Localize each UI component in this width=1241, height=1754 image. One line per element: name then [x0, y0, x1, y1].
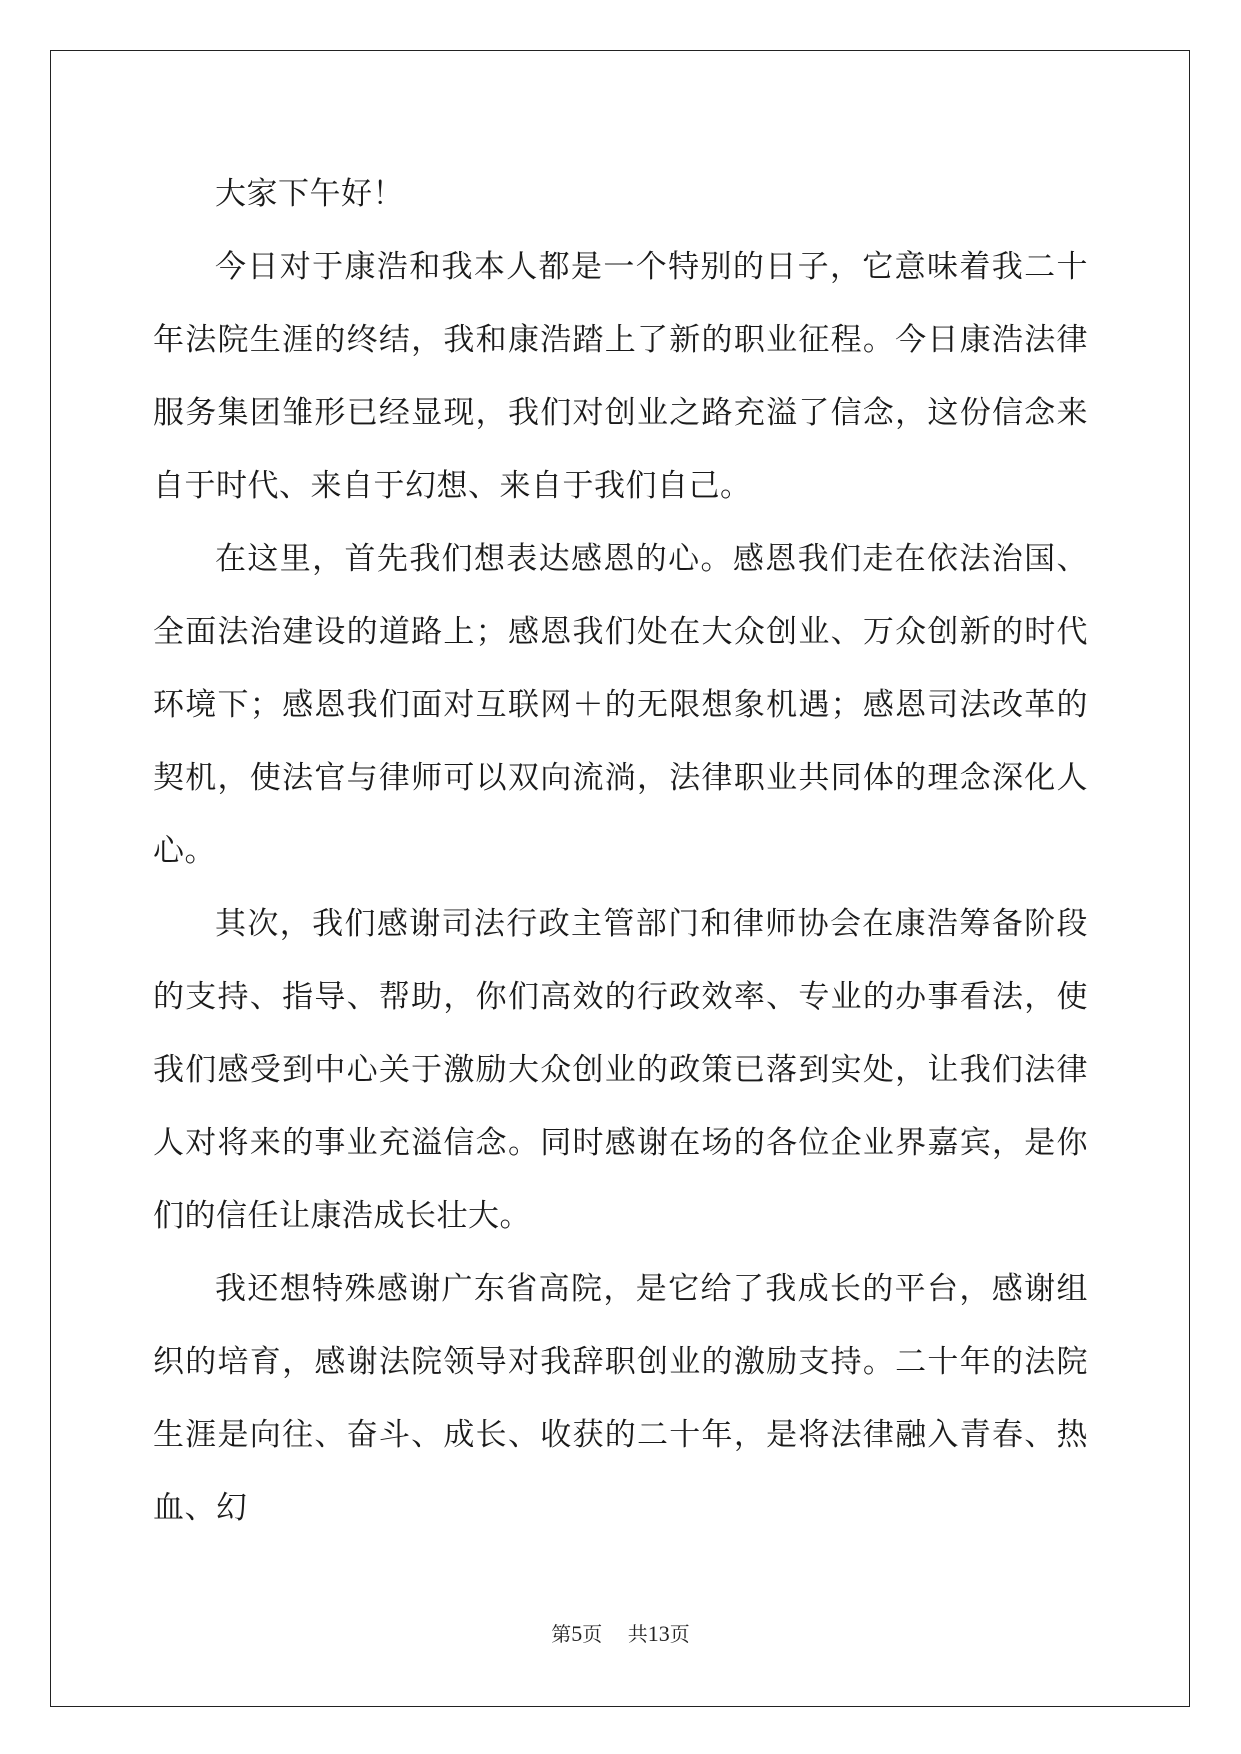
- footer-total-suffix: 页: [669, 1622, 690, 1646]
- document-body: [153, 158, 1088, 1545]
- footer-total-pages: 13: [647, 1621, 670, 1646]
- page-footer: [0, 1622, 1241, 1646]
- footer-page-number: 5: [571, 1621, 583, 1646]
- paragraph-gratitude: 在这里，首先我们想表达感恩的心。感恩我们走在依法治国、全面法治建设的道路上；感恩我们处在大众创业、万众创新的时代环境下；感恩我们面对互联网＋的无限想象机遇；感恩司法改革的契机，使法官与律师可以双向流淌，法律职业共同体的理念深化人心。: [153, 541, 1088, 869]
- paragraph-thanks-authorities: 其次，我们感谢司法行政主管部门和律师协会在康浩筹备阶段的支持、指导、帮助，你们高效的行政效率、专业的办事看法，使我们感受到中心关于激励大众创业的政策已落到实处，让我们法律人对将来的事业充溢信念。同时感谢在场的各位企业界嘉宾，是你们的信任让康浩成长壮大。: [153, 906, 1088, 1234]
- footer-page-prefix: 第: [551, 1622, 572, 1646]
- paragraph-thanks-court: 我还想特殊感谢广东省高院，是它给了我成长的平台，感谢组织的培育，感谢法院领导对我辞职创业的激励支持。二十年的法院生涯是向往、奋斗、成长、收获的二十年，是将法律融入青春、热血、幻: [153, 1271, 1088, 1526]
- paragraph-intro: 今日对于康浩和我本人都是一个特别的日子，它意味着我二十年法院生涯的终结，我和康浩踏上了新的职业征程。今日康浩法律服务集团雏形已经显现，我们对创业之路充溢了信念，这份信念来自于时代、来自于幻想、来自于我们自己。: [153, 249, 1088, 504]
- footer-page-suffix: 页: [582, 1622, 603, 1646]
- footer-total-prefix: 共: [627, 1622, 648, 1646]
- paragraph-greeting: 大家下午好！: [215, 176, 404, 212]
